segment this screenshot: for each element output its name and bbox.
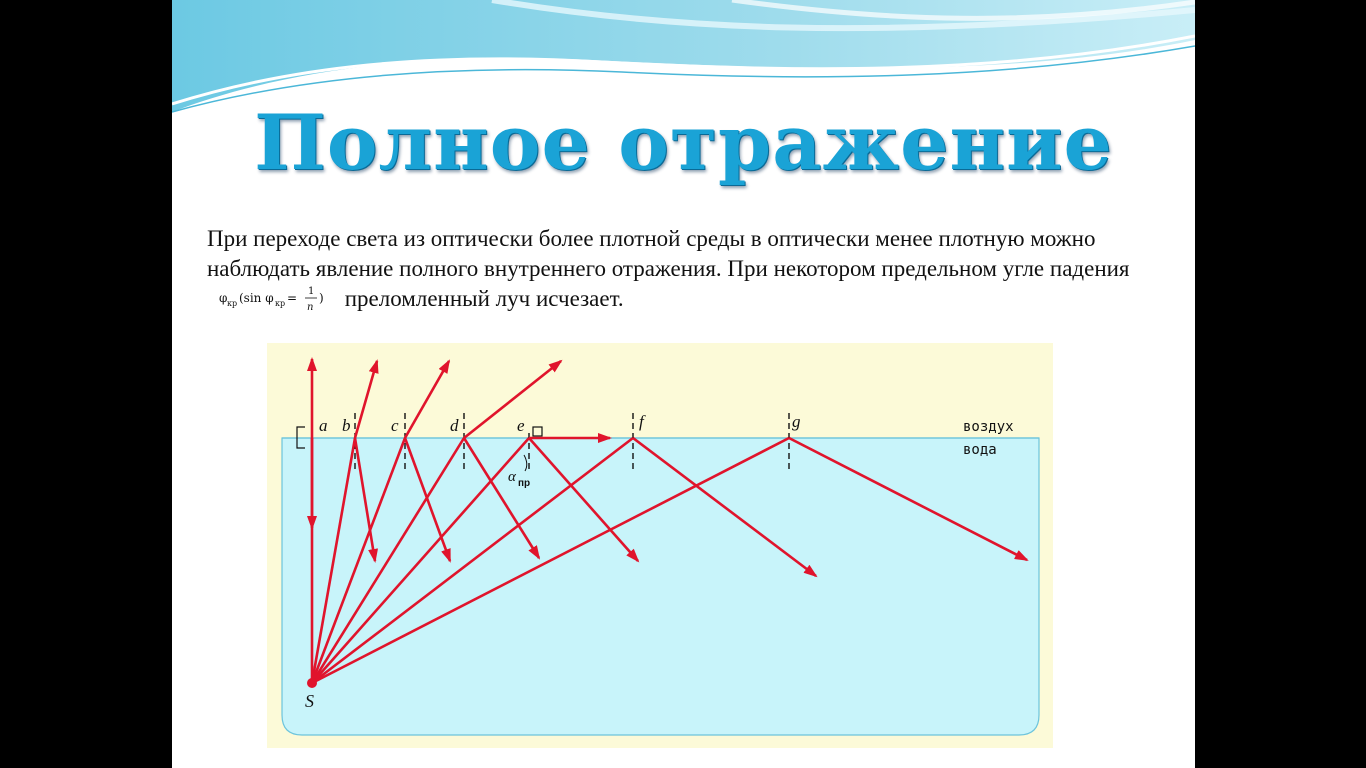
formula-sin: (sin φ [239, 290, 274, 305]
label-d: d [450, 416, 459, 435]
light-source [307, 678, 317, 688]
formula-close: ) [319, 290, 324, 305]
water-body [282, 438, 1039, 735]
formula-sin-sub: кр [275, 298, 286, 308]
label-b: b [342, 416, 351, 435]
description-part-1: При переходе света из оптически более плотной среды в оптически менее плотную можно наблюдать явление полного внутреннего отражения. При некотором предельном угле падения [207, 226, 1130, 281]
slide [172, 0, 1195, 768]
description-text [207, 224, 1167, 316]
formula-lhs: φ [219, 290, 228, 305]
formula-equals: = [287, 290, 298, 305]
label-c: c [391, 416, 399, 435]
slide-title: Полное отражение [254, 98, 1113, 187]
label-air: воздух [963, 419, 1014, 435]
formula-lhs-sub: кр [227, 298, 238, 308]
label-critical-angle: α [508, 469, 516, 485]
total-reflection-diagram [267, 343, 1053, 748]
description-part-2: преломленный луч исчезает. [344, 286, 624, 311]
label-f: f [639, 412, 644, 431]
formula-numerator: 1 [308, 285, 315, 297]
formula-denominator: n [307, 301, 314, 313]
label-e: e [517, 416, 525, 435]
critical-angle-formula [209, 286, 337, 316]
label-critical-angle-sub: пр [518, 478, 531, 489]
label-water: вода [963, 442, 997, 458]
label-a: a [319, 416, 328, 435]
label-g: g [792, 412, 801, 431]
label-source: S [305, 691, 314, 711]
